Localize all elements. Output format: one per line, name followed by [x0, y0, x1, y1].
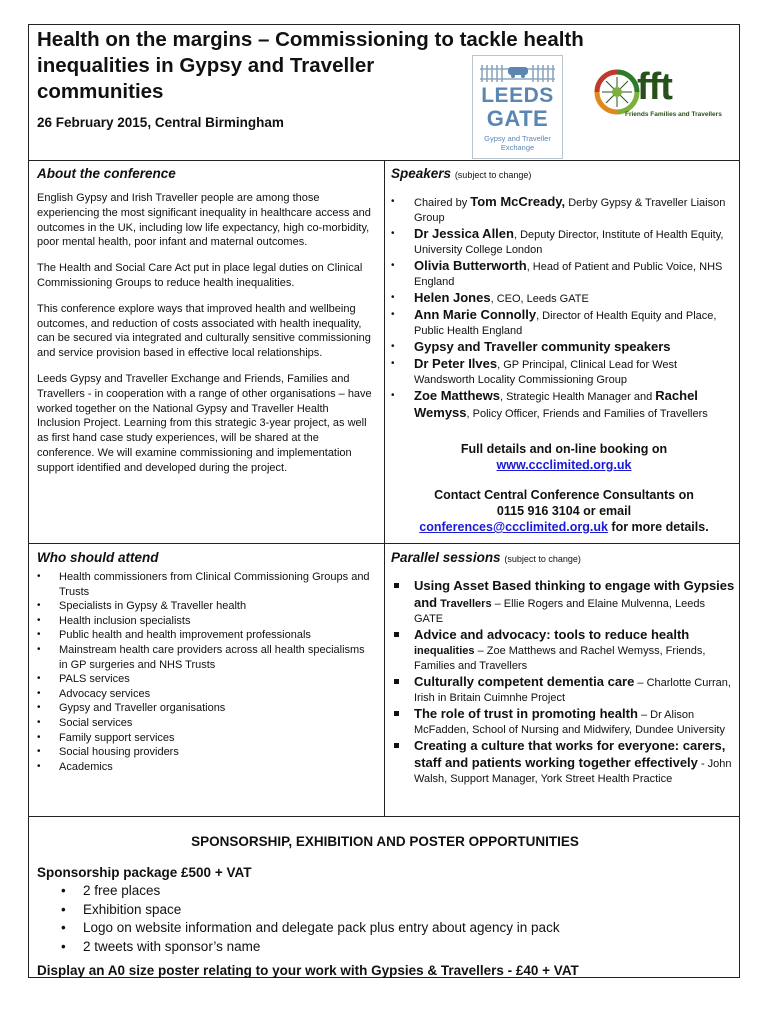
speaker-name: Dr Peter Ilves	[414, 356, 498, 371]
about-paragraph: Leeds Gypsy and Traveller Exchange and Friends, Families and Travellers - in cooperation with a range of other organisations – have worked together on the National Gypsy and Traveller Health Inclusion Project. Learning from this strategic 3-year project, as well as first hand case study experiences, will be shared at the conference. We will examine commissioning and implementation support identified and developed during the project.	[37, 372, 372, 474]
divider-column	[384, 160, 385, 816]
benefit-item: • 2 free places	[37, 882, 733, 901]
speaker-item	[391, 388, 737, 422]
audience-item: • Specialists in Gypsy & Traveller health	[37, 599, 375, 614]
speaker-role: , GP Principal, Clinical Lead for West Wandsworth Locality Commissioning Group	[414, 359, 678, 386]
speaker-item	[391, 226, 737, 258]
about-section	[37, 165, 375, 476]
flyer-frame	[28, 24, 740, 978]
contact-line: Contact Central Conference Consultants on	[434, 488, 694, 502]
session-title: Advice and advocacy: tools to reduce health	[414, 627, 690, 642]
sponsorship-package: Sponsorship package £500 + VAT	[37, 865, 252, 880]
leeds-word: LEEDS	[481, 84, 554, 107]
page-title	[37, 27, 677, 105]
audience-list	[37, 570, 375, 774]
sessions-list	[391, 578, 737, 787]
booking-link[interactable]: www.ccclimited.org.uk	[496, 458, 632, 472]
title-line: communities	[37, 80, 164, 103]
speaker-item: • Chaired by Tom McCready, Derby Gypsy & Traveller Liaison Group	[391, 194, 737, 226]
fft-logo-letters: fft	[637, 66, 672, 108]
who-heading: Who should attend	[37, 550, 159, 565]
audience-item: • Social housing providers	[37, 745, 375, 760]
speaker-role: , Head of Patient and Public Voice, NHS England	[414, 261, 723, 288]
parallel-note: (subject to change)	[504, 554, 581, 564]
speaker-item	[391, 290, 737, 307]
audience-item: • Mainstream health care providers across all health specialisms in GP surgeries and NHS Trusts	[37, 643, 375, 672]
speaker-name: Ann Marie Connolly	[414, 307, 537, 322]
sponsorship-benefits	[37, 882, 733, 956]
booking-info	[391, 441, 737, 473]
session-item	[391, 627, 737, 674]
speaker-name: Rachel Wemyss	[414, 388, 698, 420]
session-title-cont: Travellers	[437, 598, 492, 610]
audience-item: • Public health and health improvement professionals	[37, 628, 375, 643]
audience-item: • PALS services	[37, 672, 375, 687]
sponsorship-heading: SPONSORSHIP, EXHIBITION AND POSTER OPPORTUNITIES	[191, 834, 579, 849]
session-detail: - John Walsh, Support Manager, York Street Health Practice	[414, 758, 732, 785]
leeds-subtitle: Gypsy and Traveller	[484, 134, 551, 143]
leeds-subtitle: Exchange	[500, 143, 535, 152]
speaker-role: , Strategic Health Manager and	[499, 391, 656, 403]
session-item	[391, 674, 737, 706]
session-detail: – Dr Alison McFadden, School of Nursing and Midwifery, Dundee University	[414, 709, 725, 736]
audience-item: • Health inclusion specialists	[37, 614, 375, 629]
audience-item: • Advocacy services	[37, 687, 375, 702]
speaker-item	[391, 258, 737, 290]
speaker-role: Derby Gypsy & Traveller Liaison Group	[414, 197, 726, 224]
session-title: Using Asset Based thinking to engage with Gypsies and	[414, 578, 735, 610]
audience-item: • Family support services	[37, 731, 375, 746]
speaker-role: , Director of Health Equity and Place, Public Health England	[414, 310, 717, 337]
speakers-heading	[391, 165, 737, 184]
booking-text: Full details and on-line booking on	[460, 442, 668, 456]
gate-word: GATE	[486, 106, 549, 131]
audience-item: • Gypsy and Traveller organisations	[37, 701, 375, 716]
session-title: Creating a culture that works for everyone: carers, staff and patients working together effectively	[414, 738, 726, 770]
speaker-item	[391, 356, 737, 388]
audience-item: • Health commissioners from Clinical Commissioning Groups and Trusts	[37, 570, 375, 599]
audience-item: • Academics	[37, 760, 375, 775]
contact-email-link[interactable]: conferences@ccclimited.org.uk	[419, 520, 608, 534]
about-paragraph: English Gypsy and Irish Traveller people are among those experiencing the most significant inequality in healthcare access and outcomes in the UK, including low life expectancy, high co-morbidity, poor mental health, poor infant and maternal outcomes.	[37, 192, 371, 249]
title-line: Health on the margins – Commissioning to tackle health	[37, 28, 584, 51]
speaker-item	[391, 307, 737, 339]
about-paragraph: The Health and Social Care Act put in place legal duties on Clinical Commissioning Groups to reduce health inequalities.	[37, 262, 363, 289]
benefit-item: • Logo on website information and delegate pack plus entry about agency in pack	[37, 919, 733, 938]
contact-suffix: for more details.	[607, 520, 709, 534]
parallel-section	[391, 549, 737, 787]
speakers-list	[391, 194, 737, 422]
audience-item: • Social services	[37, 716, 375, 731]
speaker-name: Olivia Butterworth	[414, 258, 527, 273]
speakers-note: (subject to change)	[454, 170, 532, 180]
contact-info	[391, 487, 737, 535]
speaker-name: Zoe Matthews	[414, 388, 500, 403]
who-section	[37, 549, 375, 774]
session-item	[391, 738, 737, 787]
fft-tagline: Friends Families and Travellers	[625, 111, 722, 118]
fft-wheel-icon	[594, 69, 640, 115]
speaker-role: , CEO, Leeds GATE	[490, 293, 589, 305]
session-title: The role of trust in promoting health	[414, 706, 638, 721]
event-date: 26 February 2015, Central Birmingham	[37, 115, 284, 130]
speaker-role: , Deputy Director, Institute of Health Equity, University College London	[414, 229, 724, 256]
about-heading: About the conference	[37, 166, 176, 181]
leeds-gate-logo	[472, 55, 563, 159]
parallel-title: Parallel sessions	[391, 550, 501, 565]
parallel-heading	[391, 549, 737, 568]
about-paragraph: This conference explore ways that improved health and wellbeing outcomes, and reduction of costs associated with health inequality, can be secured via integrated and culturally sensitive commissioning and service provision based in effective local relationships.	[37, 302, 371, 360]
poster-offer: Display an A0 size poster relating to your work with Gypsies & Travellers - £40 + VAT	[37, 963, 579, 978]
session-title-cont: inequalities	[414, 645, 475, 657]
speaker-name: Gypsy and Traveller community speakers	[414, 339, 671, 354]
speakers-title: Speakers	[391, 166, 452, 181]
session-detail: – Zoe Matthews and Rachel Wemyss, Friends, Families and Travellers	[414, 645, 706, 672]
speaker-role: , Policy Officer, Friends and Families of Travellers	[466, 408, 708, 420]
title-line: inequalities in Gypsy and Traveller	[37, 54, 375, 77]
session-item	[391, 706, 737, 738]
benefit-item: • Exhibition space	[37, 901, 733, 920]
speaker-name: Tom McCready,	[470, 194, 566, 209]
gate-fence-icon	[479, 61, 556, 83]
speaker-name: Helen Jones	[414, 290, 491, 305]
session-detail: – Ellie Rogers and Elaine Mulvenna, Leeds GATE	[414, 598, 705, 625]
speakers-section	[391, 165, 737, 535]
divider-sponsorship	[29, 816, 739, 817]
speaker-item	[391, 339, 737, 356]
benefit-item: • 2 tweets with sponsor’s name	[37, 938, 733, 957]
speaker-name: Dr Jessica Allen	[414, 226, 514, 241]
sponsorship-section	[37, 833, 733, 980]
session-detail: – Charlotte Curran, Irish in Britain Cuimnhe Project	[414, 677, 731, 704]
session-title: Culturally competent dementia care	[414, 674, 635, 689]
session-item	[391, 578, 737, 627]
contact-phone: 0115 916 3104 or email	[496, 504, 632, 518]
